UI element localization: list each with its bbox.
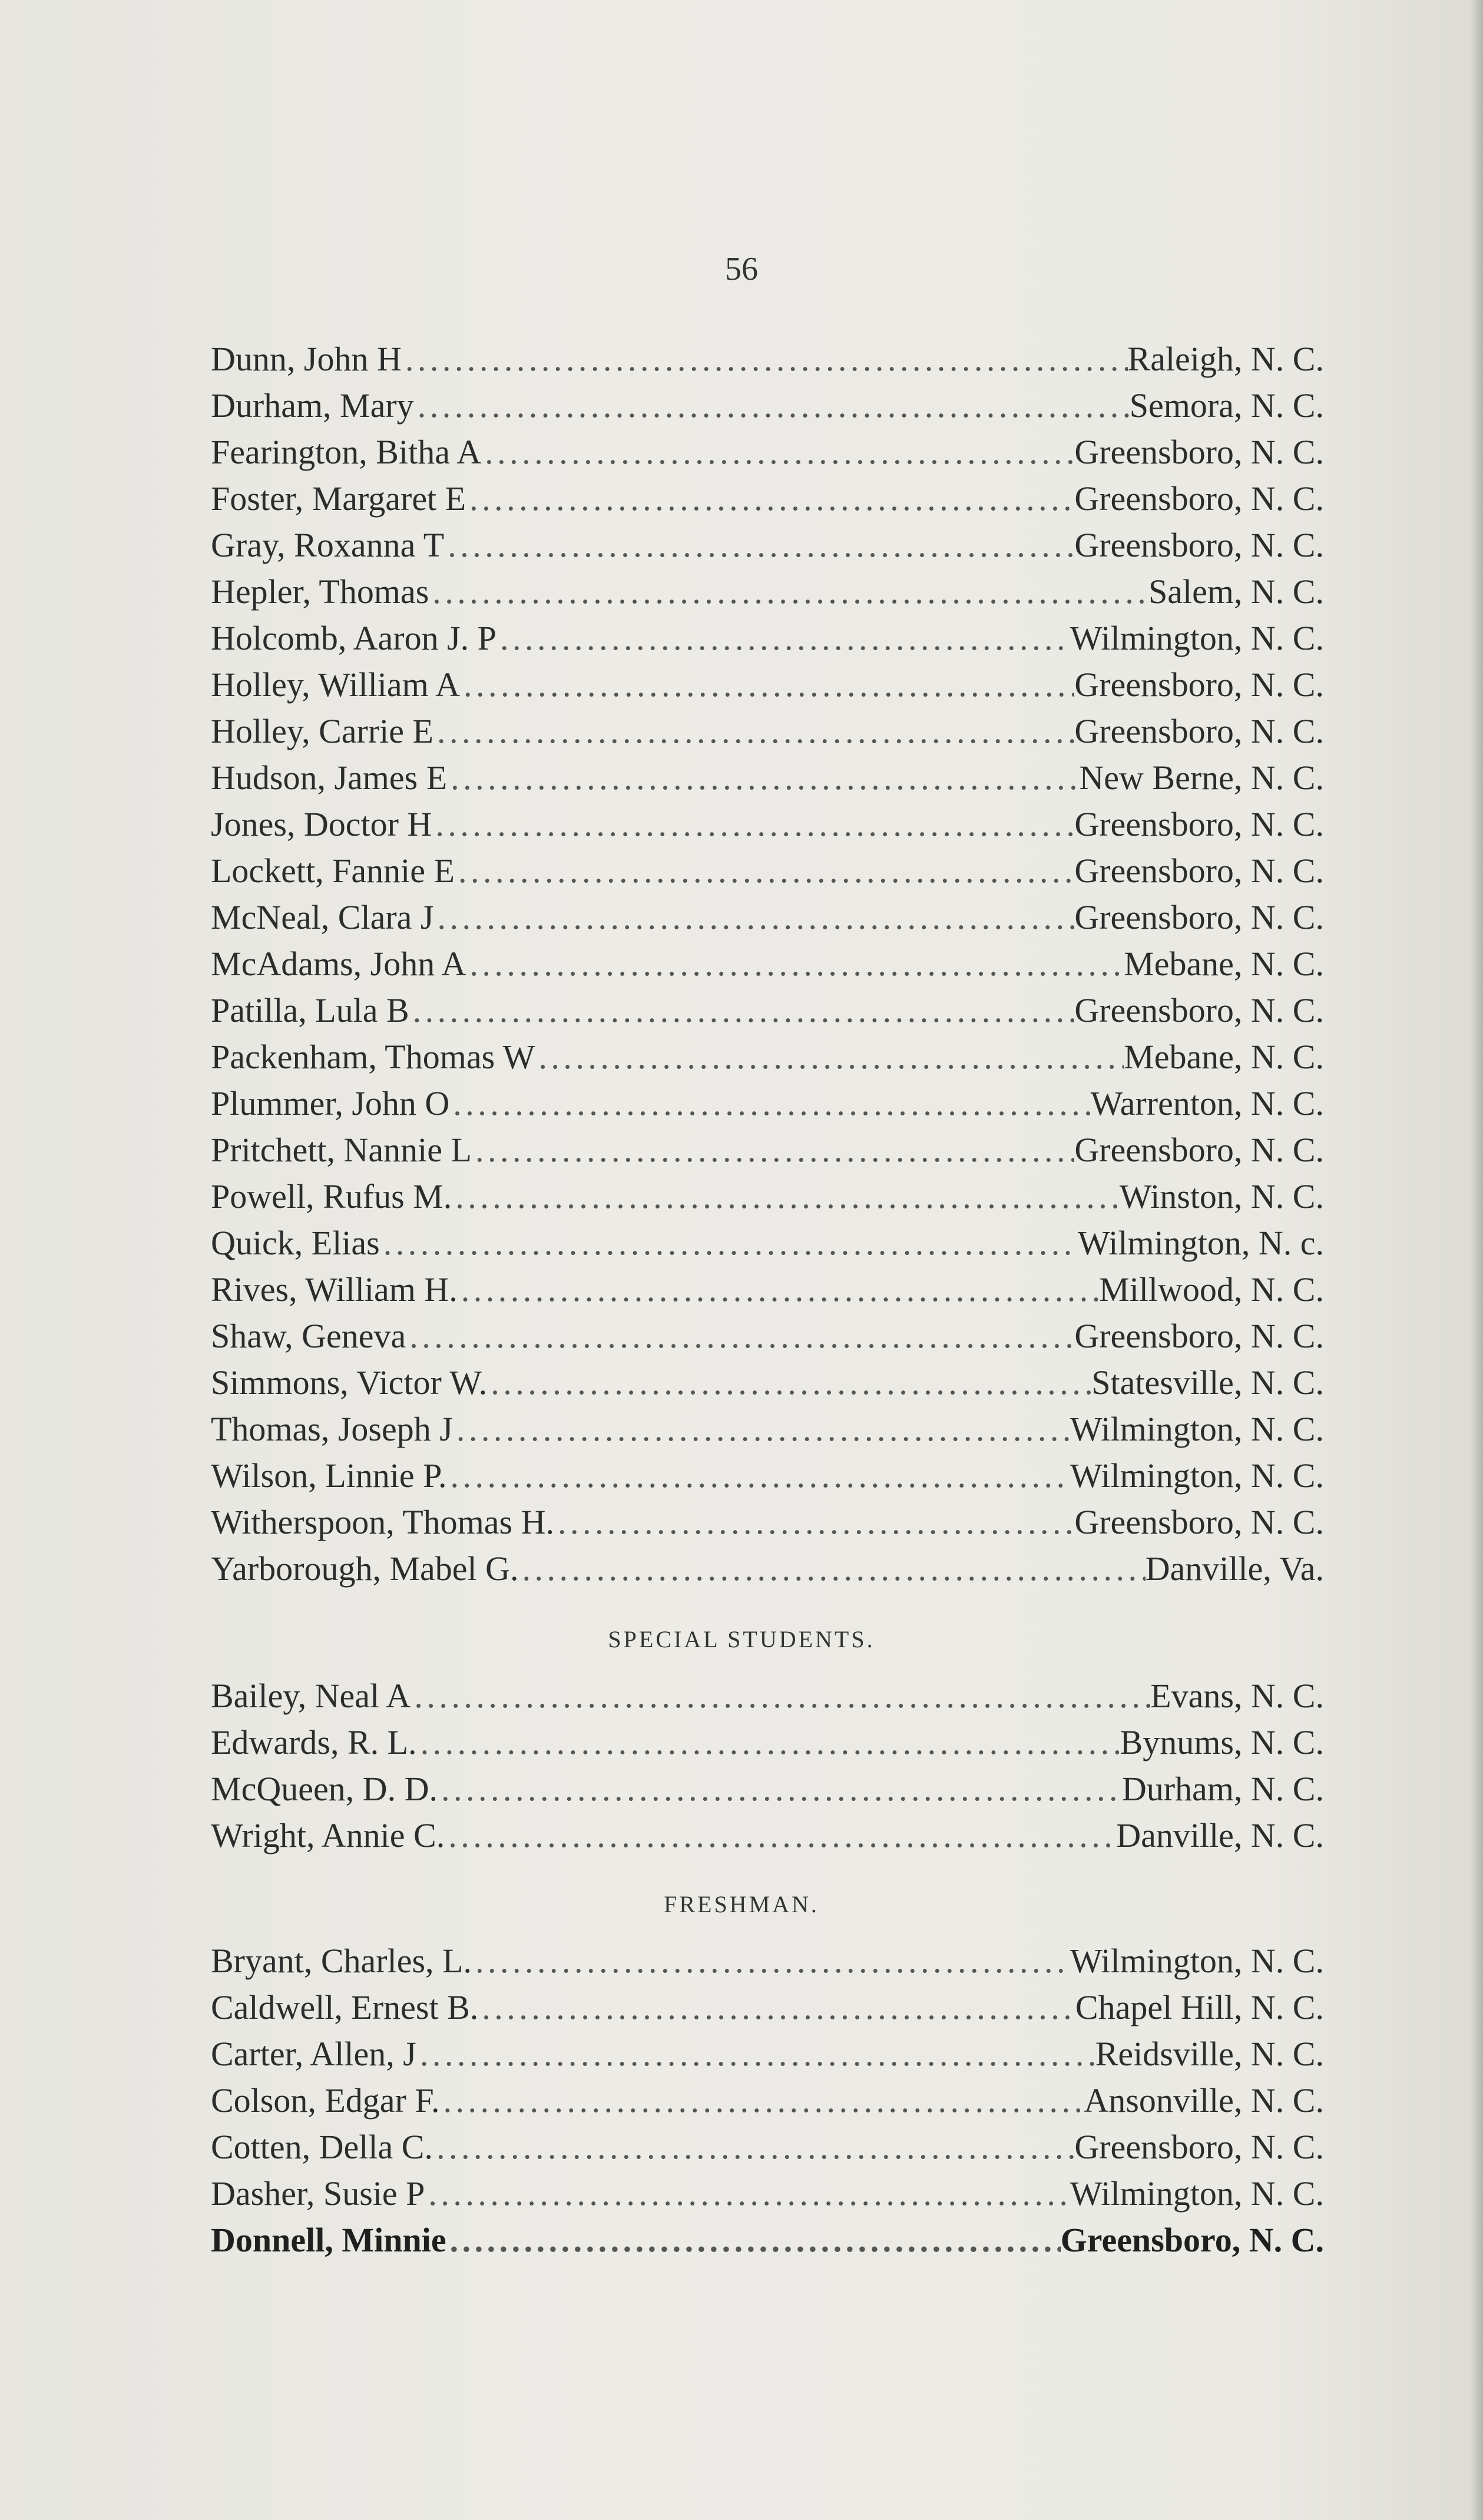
student-hometown: Mebane, N. C. — [1124, 945, 1324, 983]
leader-dots — [535, 1034, 1124, 1080]
list-entry — [211, 1127, 1324, 1173]
list-entry — [211, 475, 1324, 522]
leader-dots — [449, 1080, 1090, 1127]
leader-dots — [417, 1719, 1120, 1766]
student-name: Hudson, James E — [211, 759, 448, 797]
list-entry — [211, 847, 1324, 894]
student-hometown: Greensboro, N. C. — [1074, 1131, 1324, 1169]
leader-dots — [438, 1766, 1122, 1812]
student-name: Hepler, Thomas — [211, 572, 429, 611]
student-hometown: Wilmington, N. C. — [1070, 2174, 1324, 2213]
student-name: Donnell, Minnie — [211, 2221, 446, 2259]
leader-dots — [411, 1673, 1150, 1719]
student-name: Rives, William H. — [211, 1270, 458, 1309]
student-name: Durham, Mary — [211, 386, 414, 425]
student-hometown: Wilmington, N. C. — [1070, 619, 1324, 657]
student-hometown: Millwood, N. C. — [1099, 1270, 1324, 1309]
leader-dots — [433, 2124, 1074, 2170]
student-name: Dunn, John H — [211, 340, 402, 378]
student-name: McAdams, John A — [211, 945, 466, 983]
list-entry — [211, 1545, 1324, 1592]
list-entry — [211, 382, 1324, 429]
leader-dots — [433, 708, 1074, 754]
leader-dots — [447, 754, 1079, 801]
list-entry — [211, 1499, 1324, 1545]
list-entry — [211, 941, 1324, 987]
leader-dots — [433, 894, 1074, 941]
leader-dots — [519, 1545, 1146, 1592]
student-name: McQueen, D. D. — [211, 1770, 438, 1808]
list-entry — [211, 1173, 1324, 1220]
list-entry — [211, 894, 1324, 941]
list-entry — [211, 1406, 1324, 1452]
leader-dots — [478, 1984, 1075, 2031]
student-name: Fearington, Bitha A — [211, 433, 482, 471]
student-hometown: Wilmington, N. C. — [1070, 1942, 1324, 1980]
student-hometown: Greensboro, N. C. — [1074, 991, 1324, 1029]
student-hometown: Greensboro, N. C. — [1074, 898, 1324, 936]
list-entry — [211, 754, 1324, 801]
student-name: Bryant, Charles, L. — [211, 1942, 472, 1980]
list-entry — [211, 1938, 1324, 1984]
list-entry — [211, 336, 1324, 382]
student-name: Edwards, R. L. — [211, 1723, 417, 1761]
leader-dots — [466, 941, 1124, 987]
leader-dots — [452, 1173, 1119, 1220]
student-hometown: Bynums, N. C. — [1120, 1723, 1324, 1761]
leader-dots — [425, 2170, 1070, 2217]
list-entry — [211, 1984, 1324, 2031]
student-name: Witherspoon, Thomas H. — [211, 1503, 554, 1541]
student-name: Cotten, Della C. — [211, 2128, 433, 2166]
student-hometown: Raleigh, N. C. — [1127, 340, 1324, 378]
student-hometown: Greensboro, N. C. — [1060, 2221, 1324, 2259]
leader-dots — [414, 382, 1130, 429]
student-hometown: Wilmington, N. C. — [1070, 1410, 1324, 1448]
leader-dots — [444, 522, 1074, 568]
leader-dots — [429, 568, 1148, 615]
list-entry — [211, 1673, 1324, 1719]
list-entry — [211, 661, 1324, 708]
student-name: Plummer, John O — [211, 1084, 450, 1122]
leader-dots — [446, 1452, 1070, 1499]
leader-dots — [460, 661, 1074, 708]
student-name: Lockett, Fannie E — [211, 852, 455, 890]
leader-dots — [487, 1359, 1091, 1406]
student-hometown: Warrenton, N. C. — [1090, 1084, 1324, 1122]
list-entry — [211, 568, 1324, 615]
student-hometown: Greensboro, N. C. — [1074, 479, 1324, 518]
student-name: Pritchett, Nannie L — [211, 1131, 472, 1169]
list-entry — [211, 1313, 1324, 1359]
student-name: Caldwell, Ernest B. — [211, 1988, 479, 2026]
student-hometown: Salem, N. C. — [1148, 572, 1324, 611]
student-name: Wright, Annie C. — [211, 1816, 445, 1855]
list-entry — [211, 1080, 1324, 1127]
student-hometown: Greensboro, N. C. — [1074, 1317, 1324, 1355]
student-hometown: Danville, Va. — [1145, 1549, 1324, 1588]
student-name: Jones, Doctor H — [211, 805, 432, 843]
student-name: Colson, Edgar F. — [211, 2081, 440, 2120]
student-list-main — [211, 336, 1324, 1592]
leader-dots — [455, 847, 1074, 894]
student-hometown: Greensboro, N. C. — [1074, 805, 1324, 843]
section-heading-freshman: FRESHMAN. — [664, 1891, 819, 1918]
leader-dots — [432, 801, 1074, 847]
leader-dots — [406, 1313, 1074, 1359]
student-hometown: Reidsville, N. C. — [1095, 2035, 1324, 2073]
list-entry — [211, 1359, 1324, 1406]
student-hometown: Mebane, N. C. — [1124, 1038, 1324, 1076]
student-name: Foster, Margaret E — [211, 479, 466, 518]
student-list-special — [211, 1673, 1324, 1859]
list-entry — [211, 987, 1324, 1034]
list-entry — [211, 2124, 1324, 2170]
list-entry — [211, 522, 1324, 568]
student-name: McNeal, Clara J — [211, 898, 434, 936]
student-hometown: Greensboro, N. C. — [1074, 433, 1324, 471]
leader-dots — [472, 1938, 1070, 1984]
leader-dots — [496, 615, 1070, 661]
student-name: Wilson, Linnie P. — [211, 1456, 447, 1495]
student-name: Yarborough, Mabel G. — [211, 1549, 519, 1588]
student-name: Holley, William A — [211, 665, 460, 704]
leader-dots — [380, 1220, 1078, 1266]
list-entry — [211, 1034, 1324, 1080]
list-entry — [211, 1452, 1324, 1499]
page-number: 56 — [725, 251, 758, 287]
student-hometown: Durham, N. C. — [1121, 1770, 1324, 1808]
student-hometown: Greensboro, N. C. — [1074, 2128, 1324, 2166]
list-entry — [211, 2077, 1324, 2124]
student-name: Quick, Elias — [211, 1224, 380, 1262]
list-entry — [211, 2031, 1324, 2077]
student-list-freshman — [211, 1938, 1324, 2263]
list-entry — [211, 2170, 1324, 2217]
leader-dots — [472, 1127, 1074, 1173]
student-hometown: Greensboro, N. C. — [1074, 526, 1324, 564]
leader-dots — [402, 336, 1128, 382]
leader-dots — [481, 429, 1074, 475]
student-name: Holcomb, Aaron J. P — [211, 619, 496, 657]
student-name: Simmons, Victor W. — [211, 1363, 488, 1402]
student-name: Bailey, Neal A — [211, 1677, 411, 1715]
list-entry — [211, 1812, 1324, 1859]
student-hometown: Wilmington, N. c. — [1077, 1224, 1324, 1262]
student-hometown: Ansonville, N. C. — [1084, 2081, 1324, 2120]
student-hometown: Danville, N. C. — [1116, 1816, 1324, 1855]
list-entry — [211, 1220, 1324, 1266]
leader-dots — [453, 1406, 1070, 1452]
list-entry — [211, 1266, 1324, 1313]
list-entry — [211, 1766, 1324, 1812]
student-name: Shaw, Geneva — [211, 1317, 406, 1355]
student-hometown: Greensboro, N. C. — [1074, 1503, 1324, 1541]
page-edge-shadow — [1470, 0, 1483, 2520]
leader-dots — [466, 475, 1074, 522]
leader-dots — [409, 987, 1075, 1034]
leader-dots — [554, 1499, 1074, 1545]
leader-dots — [439, 2077, 1084, 2124]
list-entry — [211, 2217, 1324, 2263]
list-entry — [211, 708, 1324, 754]
student-hometown: Greensboro, N. C. — [1074, 665, 1324, 704]
list-entry — [211, 615, 1324, 661]
leader-dots — [446, 2217, 1061, 2263]
section-heading-special-students: SPECIAL STUDENTS. — [608, 1626, 875, 1653]
student-name: Dasher, Susie P — [211, 2174, 425, 2213]
student-hometown: Evans, N. C. — [1150, 1677, 1324, 1715]
student-hometown: Winston, N. C. — [1119, 1177, 1324, 1216]
student-name: Gray, Roxanna T — [211, 526, 445, 564]
student-name: Patilla, Lula B — [211, 991, 409, 1029]
student-hometown: Greensboro, N. C. — [1074, 712, 1324, 750]
student-name: Holley, Carrie E — [211, 712, 433, 750]
leader-dots — [416, 2031, 1095, 2077]
leader-dots — [458, 1266, 1099, 1313]
student-hometown: Chapel Hill, N. C. — [1075, 1988, 1324, 2026]
student-hometown: New Berne, N. C. — [1079, 759, 1324, 797]
student-name: Powell, Rufus M. — [211, 1177, 452, 1216]
student-name: Carter, Allen, J — [211, 2035, 416, 2073]
list-entry — [211, 801, 1324, 847]
student-hometown: Wilmington, N. C. — [1070, 1456, 1324, 1495]
list-entry — [211, 429, 1324, 475]
student-hometown: Greensboro, N. C. — [1074, 852, 1324, 890]
student-hometown: Semora, N. C. — [1129, 386, 1324, 425]
leader-dots — [445, 1812, 1116, 1859]
student-name: Thomas, Joseph J — [211, 1410, 453, 1448]
student-name: Packenham, Thomas W — [211, 1038, 535, 1076]
student-hometown: Statesville, N. C. — [1091, 1363, 1324, 1402]
list-entry — [211, 1719, 1324, 1766]
